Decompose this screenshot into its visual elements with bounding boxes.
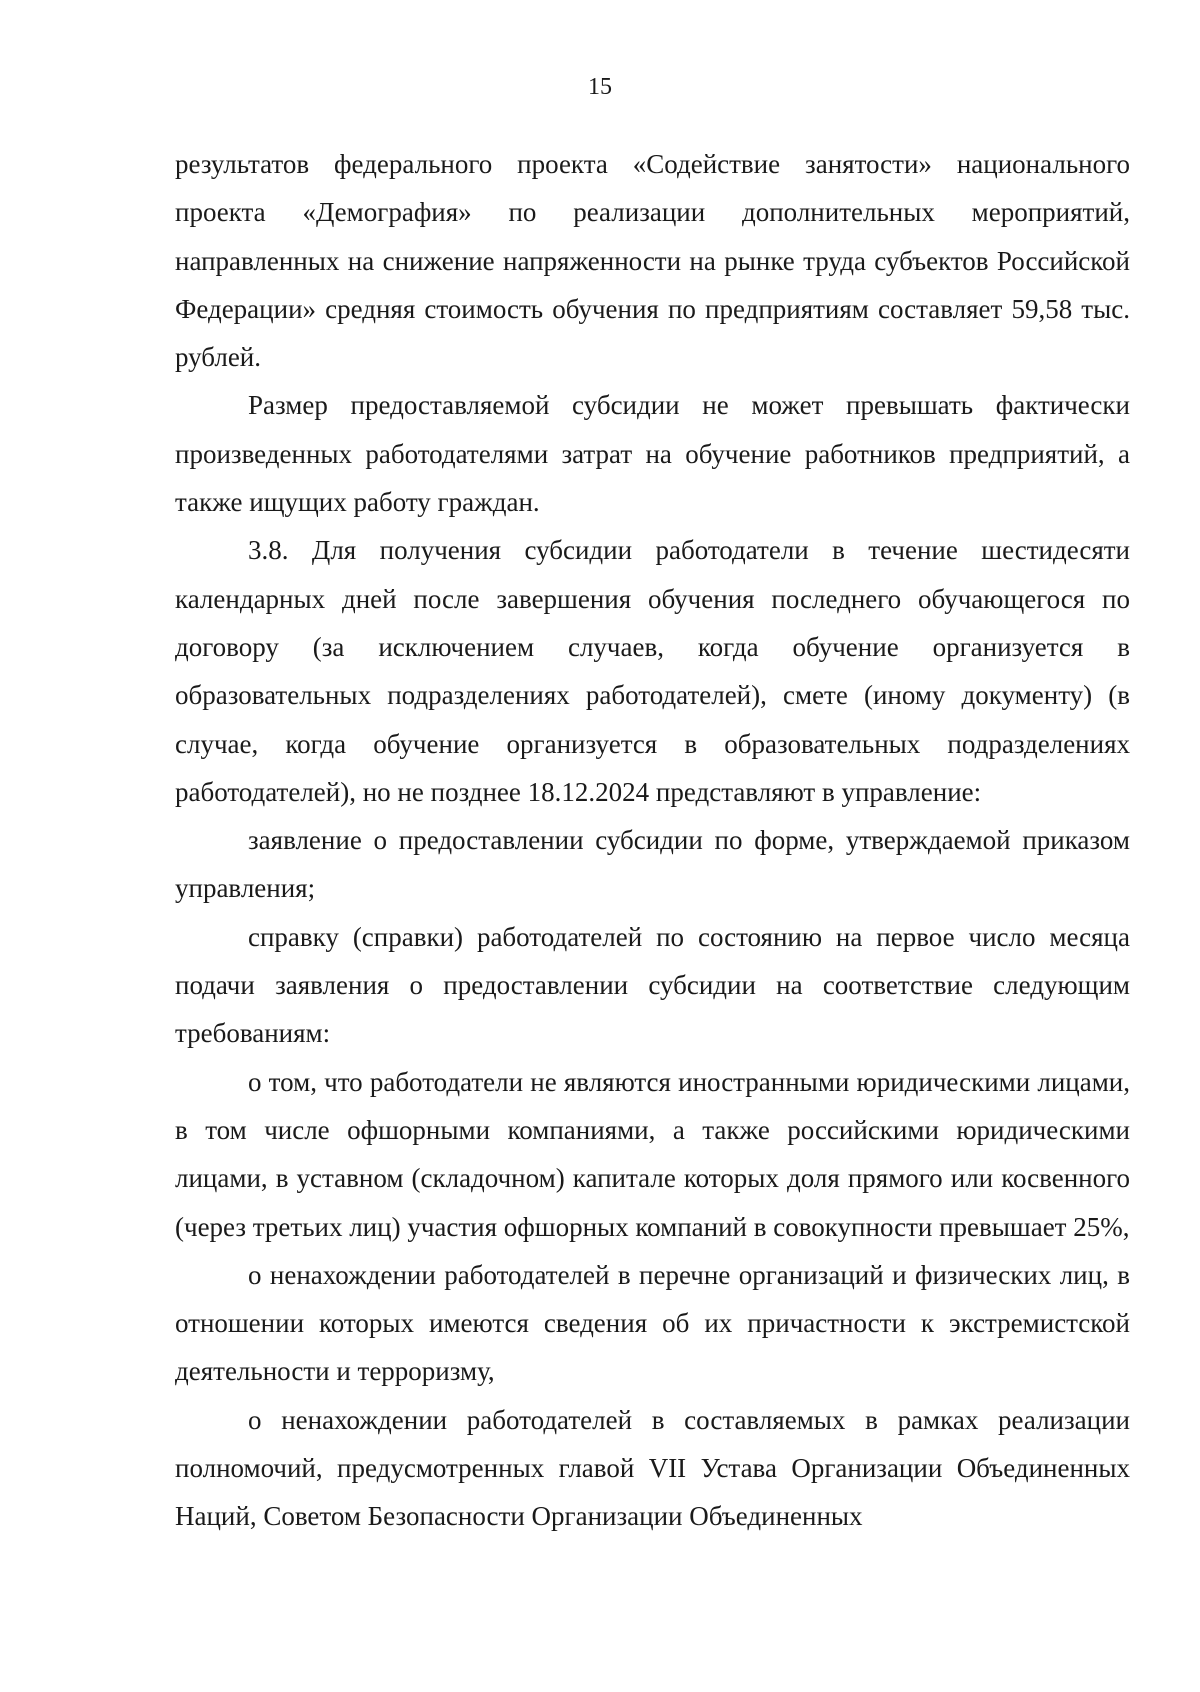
document-body <box>175 140 1130 1541</box>
paragraph-application: заявление о предоставлении субсидии по форме, утверждаемой приказом управления; <box>175 825 1130 904</box>
paragraph-certificate: справку (справки) работодателей по состоянию на первое число месяца подачи заявления о предоставлении субсидии на соответствие следующим требованиям: <box>175 921 1130 1049</box>
page-number: 15 <box>588 74 612 100</box>
paragraph-section-3-8: 3.8. Для получения субсидии работодатели в течение шестидесяти календарных дней после завершения обучения последнего обучающегося по договору (за исключением случаев, когда обучение организуется в образовательных подразделениях работодателей), смете (иному документу) (в случае, когда обучение организуется в образовательных подразделениях работодателей), но не позднее 18.12.2024 представляют в управление: <box>175 535 1130 807</box>
paragraph-subsidy-limit: Размер предоставляемой субсидии не может превышать фактически произведенных работодателями затрат на обучение работников предприятий, а также ищущих работу граждан. <box>175 390 1130 518</box>
paragraph-continuation: результатов федерального проекта «Содействие занятости» национального проекта «Демография» по реализации дополнительных мероприятий, направленных на снижение напряженности на рынке труда субъектов Российской Федерации» средняя стоимость обучения по предприятиям составляет 59,58 тыс. рублей. <box>175 149 1130 373</box>
paragraph-un-list-requirement: о ненахождении работодателей в составляемых в рамках реализации полномочий, предусмотренных главой VII Устава Организации Объединенных Наций, Советом Безопасности Организации Объединенных <box>175 1404 1130 1532</box>
paragraph-extremism-requirement: о ненахождении работодателей в перечне организаций и физических лиц, в отношении которых имеются сведения об их причастности к экстремистской деятельности и терроризму, <box>175 1259 1130 1387</box>
paragraph-offshore-requirement: о том, что работодатели не являются иностранными юридическими лицами, в том числе офшорными компаниями, а также российскими юридическими лицами, в уставном (складочном) капитале которых доля прямого или косвенного (через третьих лиц) участия офшорных компаний в совокупности превышает 25%, <box>175 1066 1130 1242</box>
